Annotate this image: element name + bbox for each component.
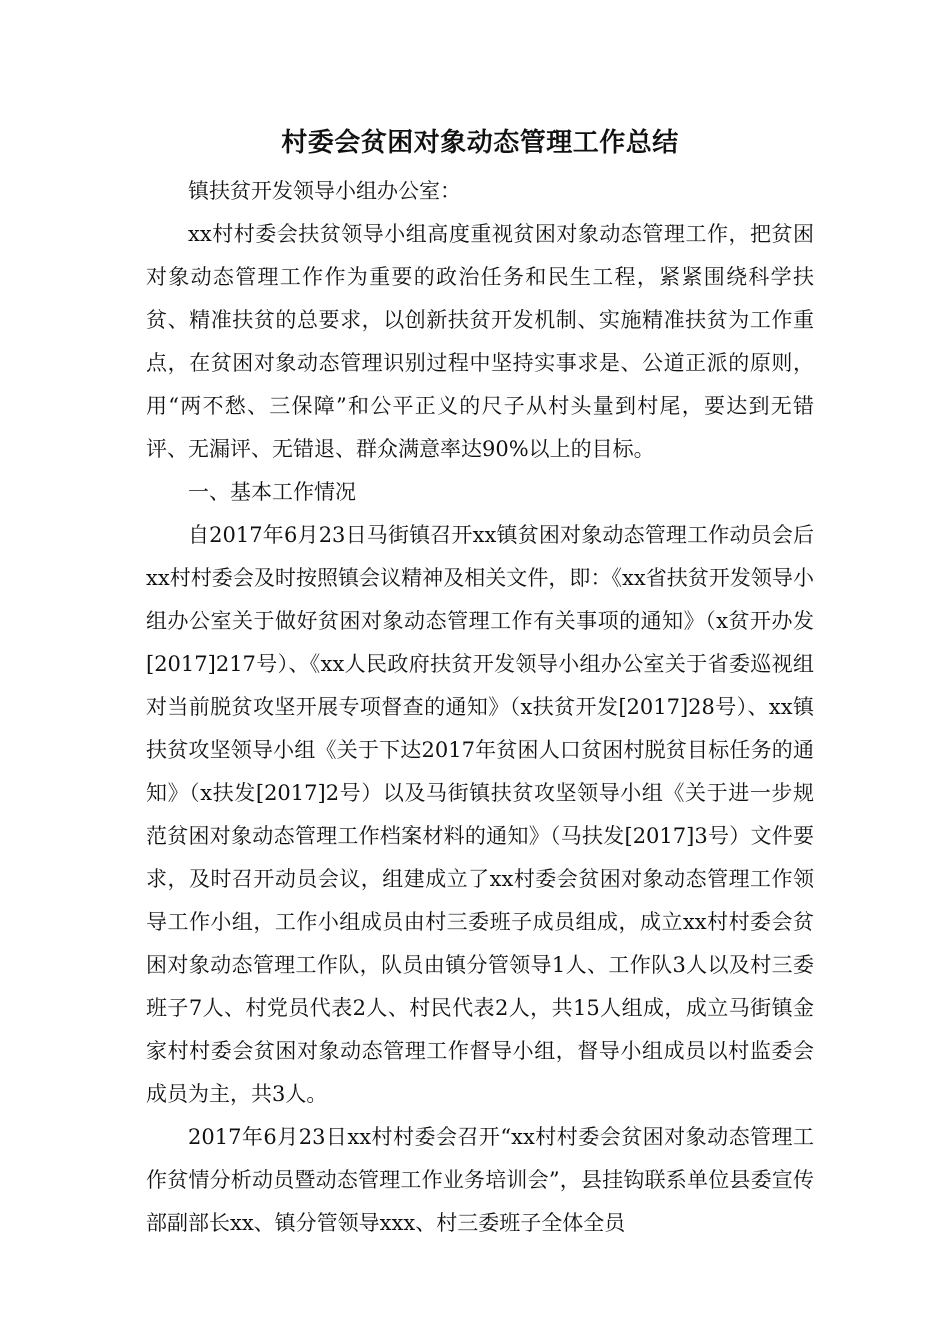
salutation: 镇扶贫开发领导小组办公室：	[188, 179, 461, 203]
section-paragraph-1: 自2017年6月23日马街镇召开xx镇贫困对象动态管理工作动员会后xx村村委会及时按照镇会议精神及相关文件，即：《xx省扶贫开发领导小组办公室关于做好贫困对象动态管理工作有关事项的通知》（x贫开办发[2017]217号）、《xx人民政府扶贫开发领导小组办公室关于省委巡视组对当前脱贫攻坚开展专项督查的通知》（x扶贫开发[2017]28号）、xx镇扶贫攻坚领导小组《关于下达2017年贫困人口贫困村脱贫目标任务的通知》（x扶发[2017]2号）以及马街镇扶贫攻坚领导小组《关于进一步规范贫困对象动态管理工作档案材料的通知》（马扶发[2017]3号）文件要求，及时召开动员会议，组建成立了xx村委会贫困对象动态管理工作领导工作小组，工作小组成员由村三委班子成员组成，成立xx村村委会贫困对象动态管理工作队，队员由镇分管领导1人、工作队3人以及村三委班子7人、村党员代表2人、村民代表2人，共15人组成，成立马街镇金家村村委会贫困对象动态管理工作督导小组，督导小组成员以村监委会成员为主，共3人。	[146, 523, 814, 1106]
intro-paragraph: xx村村委会扶贫领导小组高度重视贫困对象动态管理工作，把贫困对象动态管理工作作为重要的政治任务和民生工程，紧紧围绕科学扶贫、精准扶贫的总要求，以创新扶贫开发机制、实施精准扶贫为工作重点，在贫困对象动态管理识别过程中坚持实事求是、公道正派的原则，用“两不愁、三保障”和公平正义的尺子从村头量到村尾，要达到无错评、无漏评、无错退、群众满意率达90%以上的目标。	[146, 222, 814, 461]
document-page	[146, 118, 814, 1245]
section-heading-basic-work: 一、基本工作情况	[188, 480, 356, 504]
section-paragraph-2: 2017年6月23日xx村村委会召开“xx村村委会贫困对象动态管理工作贫情分析动员暨动态管理工作业务培训会”，县挂钩联系单位县委宣传部副部长xx、镇分管领导xxx、村三委班子全体全员	[146, 1125, 814, 1235]
document-title: 村委会贫困对象动态管理工作总结	[281, 128, 679, 158]
